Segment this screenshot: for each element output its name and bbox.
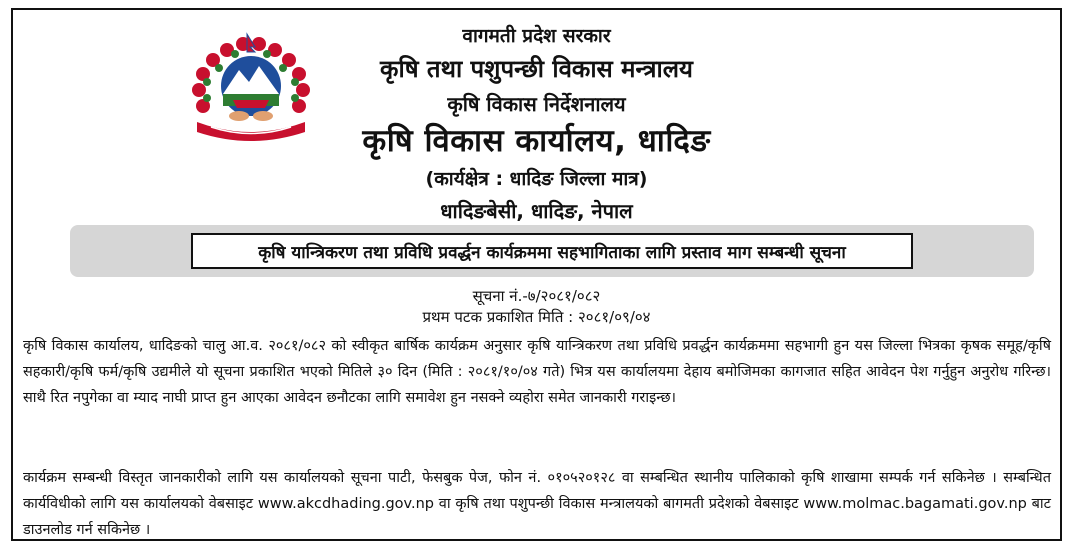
jurisdiction: (कार्यक्षेत्र : धादिङ जिल्ला मात्र) bbox=[425, 168, 648, 190]
office-address: धादिङबेसी, धादिङ, नेपाल bbox=[440, 199, 633, 223]
notice-frame bbox=[11, 8, 1062, 541]
notice-paragraph-1: कृषि विकास कार्यालय, धादिङको चालु आ.व. २०८१/०८२ को स्वीकृत बार्षिक कार्यक्रम अनुसार कृषि यान्त्रिकरण तथा प्रविधि प्रवर्द्धन कार्यक्रममा सहभागी हुन यस जिल्ला भित्रका कृषक समूह/कृषि सहकारी/कृषि फर्म/कृषि उद्यमीले यो सूचना प्रकाशित भएको मितिले ३० दिन (मिति : २०८१/१०/०४ गते) भित्र यस कार्यालयमा देहाय बमोजिमका कागजात सहित आवेदन पेश गर्नुहुन अनुरोध गरिन्छ। साथै रित नपुगेका वा म्याद नाघी प्राप्त हुन आएका आवेदन छनौटका लागि समावेश हुन नसक्ने व्यहोरा समेत जानकारी गराइन्छ। bbox=[23, 338, 1051, 406]
notice-title: कृषि यान्त्रिकरण तथा प्रविधि प्रवर्द्धन कार्यक्रममा सहभागिताका लागि प्रस्ताव माग सम्बन्धी सूचना bbox=[191, 233, 913, 269]
government-name: वागमती प्रदेश सरकार bbox=[462, 25, 611, 47]
title-banner bbox=[70, 225, 1034, 277]
directorate-name: कृषि विकास निर्देशनालय bbox=[447, 92, 626, 116]
office-name: कृषि विकास कार्यालय, धादिङ bbox=[362, 123, 711, 159]
ministry-name: कृषि तथा पशुपन्छी विकास मन्त्रालय bbox=[380, 55, 693, 83]
notice-paragraph-2: कार्यक्रम सम्बन्धी विस्तृत जानकारीको लागि यस कार्यालयको सूचना पाटी, फेसबुक पेज, फोन नं. ०१०५२०१२८ वा सम्बन्धित स्थानीय पालिकाको कृषि शाखामा सम्पर्क गर्न सकिनेछ । सम्बन्धित कार्यविधीको लागि यस कार्यालयको वेबसाइट www.akcdhading.gov.np वा कृषि तथा पशुपन्छी विकास मन्त्रालयको बागमती प्रदेशको वेबसाइट www.molmac.bagamati.gov.np बाट डाउनलोड गर्न सकिनेछ । bbox=[23, 470, 1051, 538]
notice-number: सूचना नं.-७/२०८१/०८२ bbox=[472, 287, 601, 305]
published-date: प्रथम पटक प्रकाशित मिति : २०८१/०९/०४ bbox=[422, 308, 651, 326]
